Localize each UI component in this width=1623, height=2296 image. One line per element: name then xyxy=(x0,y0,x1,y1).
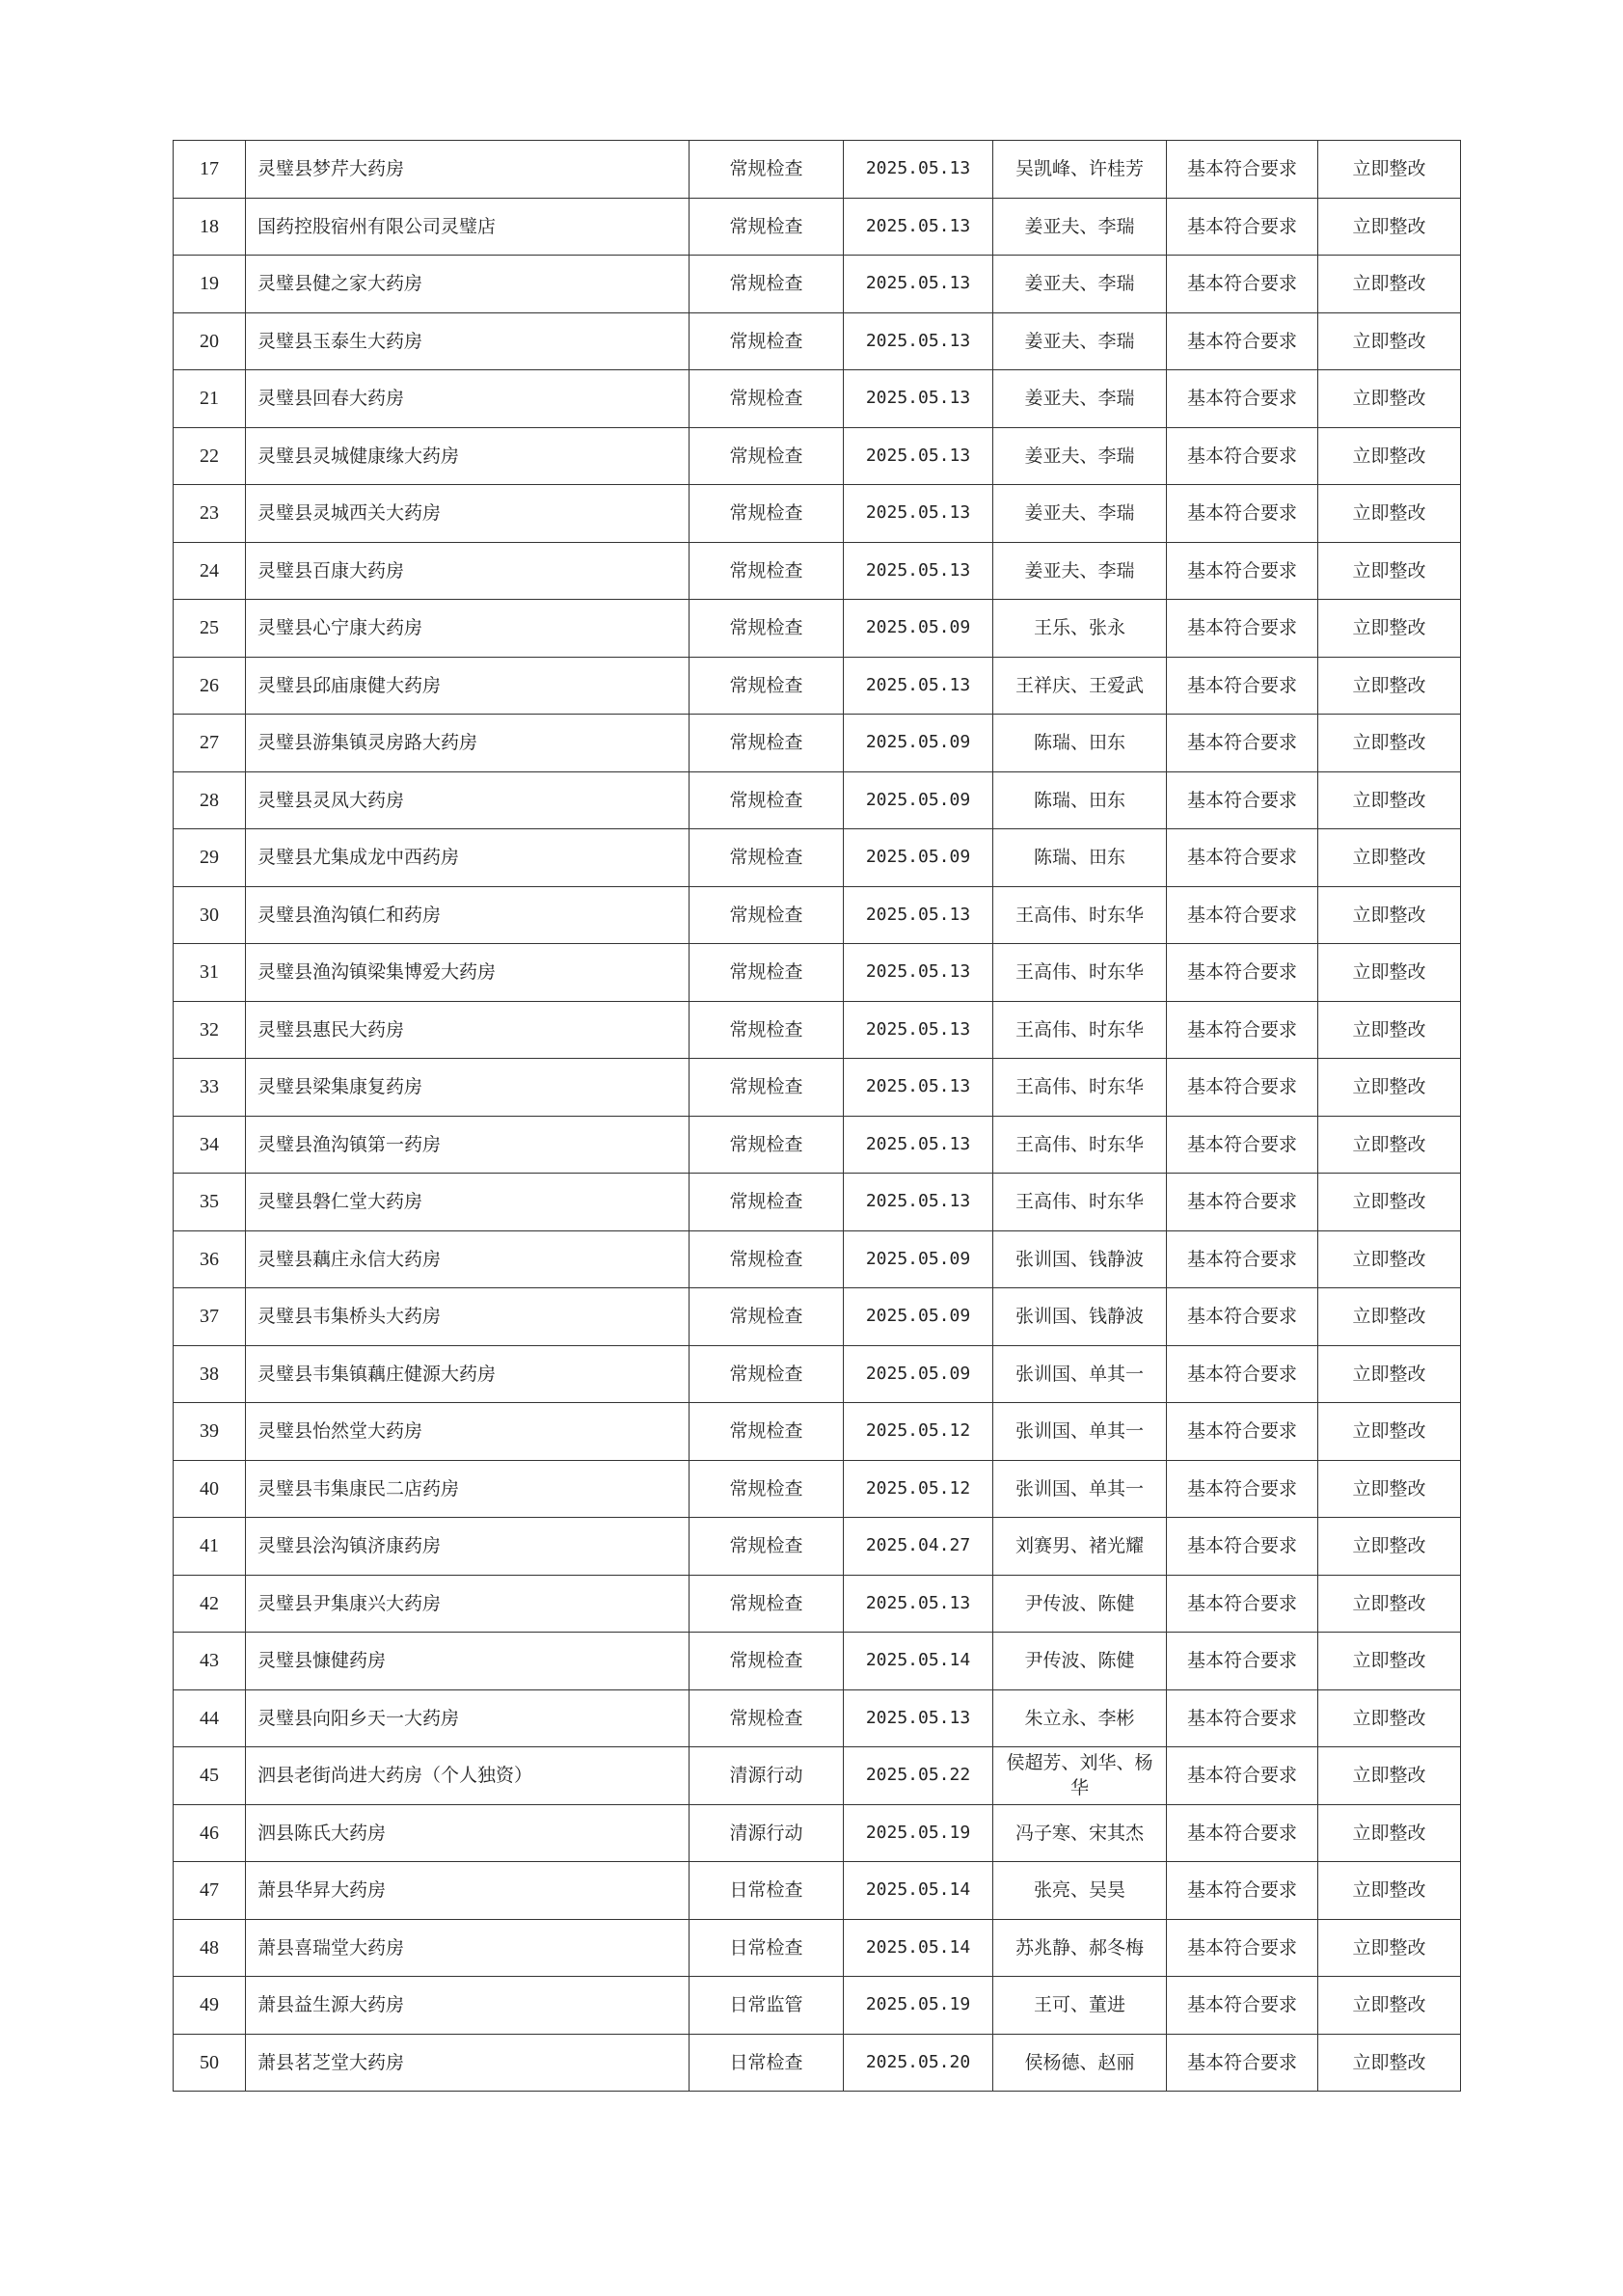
row-number-cell: 37 xyxy=(174,1288,246,1346)
row-number-cell: 43 xyxy=(174,1633,246,1690)
inspectors-cell: 姜亚夫、李瑞 xyxy=(993,312,1167,370)
inspectors-cell: 张训国、单其一 xyxy=(993,1460,1167,1518)
rectification-requirement-cell: 立即整改 xyxy=(1318,427,1461,485)
rectification-requirement-cell: 立即整改 xyxy=(1318,312,1461,370)
rectification-requirement-cell: 立即整改 xyxy=(1318,657,1461,715)
inspectors-cell: 张训国、单其一 xyxy=(993,1403,1167,1461)
row-number-cell: 22 xyxy=(174,427,246,485)
inspection-date-cell: 2025.05.09 xyxy=(844,1230,993,1288)
rectification-requirement-cell: 立即整改 xyxy=(1318,256,1461,313)
rectification-requirement-cell: 立即整改 xyxy=(1318,1862,1461,1920)
table-row xyxy=(174,886,1461,944)
rectification-requirement-cell: 立即整改 xyxy=(1318,485,1461,543)
inspection-type-cell: 常规检查 xyxy=(690,886,844,944)
inspection-type-cell: 常规检查 xyxy=(690,1575,844,1633)
pharmacy-name-cell: 灵璧县健之家大药房 xyxy=(246,256,690,313)
inspection-type-cell: 清源行动 xyxy=(690,1804,844,1862)
table-row xyxy=(174,1633,1461,1690)
pharmacy-name-cell: 灵璧县藕庄永信大药房 xyxy=(246,1230,690,1288)
rectification-requirement-cell: 立即整改 xyxy=(1318,1403,1461,1461)
inspection-date-cell: 2025.05.13 xyxy=(844,312,993,370)
inspection-type-cell: 常规检查 xyxy=(690,1689,844,1747)
inspectors-cell: 陈瑞、田东 xyxy=(993,829,1167,887)
table-row xyxy=(174,715,1461,772)
table-row xyxy=(174,427,1461,485)
table-row xyxy=(174,1345,1461,1403)
pharmacy-name-cell: 国药控股宿州有限公司灵璧店 xyxy=(246,198,690,256)
pharmacy-name-cell: 灵璧县游集镇灵房路大药房 xyxy=(246,715,690,772)
table-row xyxy=(174,256,1461,313)
inspection-date-cell: 2025.05.13 xyxy=(844,944,993,1002)
row-number-cell: 40 xyxy=(174,1460,246,1518)
inspection-result-cell: 基本符合要求 xyxy=(1167,1919,1318,1977)
inspection-type-cell: 常规检查 xyxy=(690,771,844,829)
rectification-requirement-cell: 立即整改 xyxy=(1318,1174,1461,1231)
rectification-requirement-cell: 立即整改 xyxy=(1318,1575,1461,1633)
table-row xyxy=(174,1403,1461,1461)
pharmacy-name-cell: 泗县老街尚进大药房（个人独资） xyxy=(246,1747,690,1805)
rectification-requirement-cell: 立即整改 xyxy=(1318,829,1461,887)
inspectors-cell: 王高伟、时东华 xyxy=(993,1116,1167,1174)
table-row xyxy=(174,1460,1461,1518)
inspection-date-cell: 2025.05.13 xyxy=(844,370,993,428)
table-row xyxy=(174,944,1461,1002)
table-row xyxy=(174,1862,1461,1920)
inspection-date-cell: 2025.05.20 xyxy=(844,2034,993,2092)
inspection-result-cell: 基本符合要求 xyxy=(1167,1862,1318,1920)
inspection-type-cell: 常规检查 xyxy=(690,715,844,772)
table-row xyxy=(174,542,1461,600)
rectification-requirement-cell: 立即整改 xyxy=(1318,944,1461,1002)
pharmacy-name-cell: 灵璧县灵城西关大药房 xyxy=(246,485,690,543)
row-number-cell: 36 xyxy=(174,1230,246,1288)
row-number-cell: 19 xyxy=(174,256,246,313)
inspection-result-cell: 基本符合要求 xyxy=(1167,2034,1318,2092)
inspection-type-cell: 常规检查 xyxy=(690,370,844,428)
pharmacy-name-cell: 灵璧县邱庙康健大药房 xyxy=(246,657,690,715)
table-row xyxy=(174,1575,1461,1633)
pharmacy-name-cell: 灵璧县韦集桥头大药房 xyxy=(246,1288,690,1346)
pharmacy-name-cell: 灵璧县玉泰生大药房 xyxy=(246,312,690,370)
table-row xyxy=(174,1518,1461,1576)
row-number-cell: 42 xyxy=(174,1575,246,1633)
row-number-cell: 50 xyxy=(174,2034,246,2092)
inspection-date-cell: 2025.05.14 xyxy=(844,1862,993,1920)
inspectors-cell: 姜亚夫、李瑞 xyxy=(993,542,1167,600)
rectification-requirement-cell: 立即整改 xyxy=(1318,1345,1461,1403)
inspection-type-cell: 常规检查 xyxy=(690,312,844,370)
inspection-type-cell: 常规检查 xyxy=(690,1230,844,1288)
inspection-result-cell: 基本符合要求 xyxy=(1167,1403,1318,1461)
inspection-date-cell: 2025.05.19 xyxy=(844,1977,993,2035)
table-row xyxy=(174,600,1461,658)
inspectors-cell: 张训国、单其一 xyxy=(993,1345,1167,1403)
rectification-requirement-cell: 立即整改 xyxy=(1318,141,1461,199)
table-row xyxy=(174,1689,1461,1747)
inspection-type-cell: 常规检查 xyxy=(690,485,844,543)
inspectors-cell: 王高伟、时东华 xyxy=(993,1001,1167,1059)
pharmacy-name-cell: 灵璧县梁集康复药房 xyxy=(246,1059,690,1117)
inspection-result-cell: 基本符合要求 xyxy=(1167,312,1318,370)
table-row xyxy=(174,657,1461,715)
inspection-result-cell: 基本符合要求 xyxy=(1167,715,1318,772)
rectification-requirement-cell: 立即整改 xyxy=(1318,886,1461,944)
table-row xyxy=(174,1230,1461,1288)
rectification-requirement-cell: 立即整改 xyxy=(1318,1977,1461,2035)
inspectors-cell: 姜亚夫、李瑞 xyxy=(993,485,1167,543)
inspectors-cell: 吴凯峰、许桂芳 xyxy=(993,141,1167,199)
inspectors-cell: 姜亚夫、李瑞 xyxy=(993,256,1167,313)
inspection-result-cell: 基本符合要求 xyxy=(1167,485,1318,543)
inspection-type-cell: 常规检查 xyxy=(690,1288,844,1346)
row-number-cell: 39 xyxy=(174,1403,246,1461)
inspectors-cell: 王高伟、时东华 xyxy=(993,1174,1167,1231)
inspectors-cell: 王高伟、时东华 xyxy=(993,944,1167,1002)
pharmacy-name-cell: 灵璧县浍沟镇济康药房 xyxy=(246,1518,690,1576)
rectification-requirement-cell: 立即整改 xyxy=(1318,1116,1461,1174)
pharmacy-name-cell: 灵璧县渔沟镇仁和药房 xyxy=(246,886,690,944)
pharmacy-name-cell: 萧县茗芝堂大药房 xyxy=(246,2034,690,2092)
row-number-cell: 48 xyxy=(174,1919,246,1977)
inspection-result-cell: 基本符合要求 xyxy=(1167,542,1318,600)
rectification-requirement-cell: 立即整改 xyxy=(1318,715,1461,772)
inspection-result-cell: 基本符合要求 xyxy=(1167,1288,1318,1346)
inspection-type-cell: 常规检查 xyxy=(690,829,844,887)
inspection-date-cell: 2025.04.27 xyxy=(844,1518,993,1576)
pharmacy-name-cell: 灵璧县尤集成龙中西药房 xyxy=(246,829,690,887)
inspection-date-cell: 2025.05.22 xyxy=(844,1747,993,1805)
pharmacy-name-cell: 萧县益生源大药房 xyxy=(246,1977,690,2035)
inspection-date-cell: 2025.05.13 xyxy=(844,1689,993,1747)
inspection-result-cell: 基本符合要求 xyxy=(1167,1977,1318,2035)
inspection-type-cell: 常规检查 xyxy=(690,1059,844,1117)
inspection-type-cell: 常规检查 xyxy=(690,1174,844,1231)
rectification-requirement-cell: 立即整改 xyxy=(1318,1804,1461,1862)
inspectors-cell: 侯超芳、刘华、杨华 xyxy=(993,1747,1167,1805)
row-number-cell: 47 xyxy=(174,1862,246,1920)
inspectors-cell: 王乐、张永 xyxy=(993,600,1167,658)
pharmacy-name-cell: 灵璧县怡然堂大药房 xyxy=(246,1403,690,1461)
inspection-result-cell: 基本符合要求 xyxy=(1167,1174,1318,1231)
inspection-date-cell: 2025.05.09 xyxy=(844,600,993,658)
row-number-cell: 41 xyxy=(174,1518,246,1576)
rectification-requirement-cell: 立即整改 xyxy=(1318,2034,1461,2092)
inspection-result-cell: 基本符合要求 xyxy=(1167,771,1318,829)
row-number-cell: 35 xyxy=(174,1174,246,1231)
row-number-cell: 38 xyxy=(174,1345,246,1403)
inspection-type-cell: 常规检查 xyxy=(690,1518,844,1576)
inspection-type-cell: 清源行动 xyxy=(690,1747,844,1805)
inspection-result-cell: 基本符合要求 xyxy=(1167,1633,1318,1690)
row-number-cell: 49 xyxy=(174,1977,246,2035)
table-row xyxy=(174,1747,1461,1805)
inspection-type-cell: 日常检查 xyxy=(690,1862,844,1920)
table-row xyxy=(174,1919,1461,1977)
pharmacy-name-cell: 灵璧县向阳乡天一大药房 xyxy=(246,1689,690,1747)
row-number-cell: 17 xyxy=(174,141,246,199)
inspection-result-cell: 基本符合要求 xyxy=(1167,1575,1318,1633)
inspection-date-cell: 2025.05.13 xyxy=(844,256,993,313)
inspection-date-cell: 2025.05.09 xyxy=(844,715,993,772)
inspection-type-cell: 常规检查 xyxy=(690,1116,844,1174)
inspection-date-cell: 2025.05.13 xyxy=(844,1116,993,1174)
inspection-type-cell: 常规检查 xyxy=(690,944,844,1002)
inspection-date-cell: 2025.05.09 xyxy=(844,1345,993,1403)
inspectors-cell: 苏兆静、郝冬梅 xyxy=(993,1919,1167,1977)
pharmacy-name-cell: 灵璧县慷健药房 xyxy=(246,1633,690,1690)
row-number-cell: 23 xyxy=(174,485,246,543)
rectification-requirement-cell: 立即整改 xyxy=(1318,1460,1461,1518)
inspectors-cell: 王可、董进 xyxy=(993,1977,1167,2035)
inspection-result-cell: 基本符合要求 xyxy=(1167,256,1318,313)
row-number-cell: 34 xyxy=(174,1116,246,1174)
pharmacy-name-cell: 灵璧县灵凤大药房 xyxy=(246,771,690,829)
rectification-requirement-cell: 立即整改 xyxy=(1318,198,1461,256)
pharmacy-name-cell: 灵璧县惠民大药房 xyxy=(246,1001,690,1059)
pharmacy-name-cell: 灵璧县回春大药房 xyxy=(246,370,690,428)
inspection-result-cell: 基本符合要求 xyxy=(1167,1116,1318,1174)
inspection-date-cell: 2025.05.13 xyxy=(844,1059,993,1117)
inspection-type-cell: 常规检查 xyxy=(690,256,844,313)
rectification-requirement-cell: 立即整改 xyxy=(1318,1518,1461,1576)
inspection-type-cell: 日常监管 xyxy=(690,1977,844,2035)
inspection-date-cell: 2025.05.19 xyxy=(844,1804,993,1862)
inspection-result-cell: 基本符合要求 xyxy=(1167,1689,1318,1747)
inspectors-cell: 张训国、钱静波 xyxy=(993,1230,1167,1288)
row-number-cell: 45 xyxy=(174,1747,246,1805)
row-number-cell: 30 xyxy=(174,886,246,944)
table-row xyxy=(174,1116,1461,1174)
inspectors-cell: 姜亚夫、李瑞 xyxy=(993,198,1167,256)
inspection-result-cell: 基本符合要求 xyxy=(1167,1230,1318,1288)
inspection-result-cell: 基本符合要求 xyxy=(1167,1804,1318,1862)
table-row xyxy=(174,1174,1461,1231)
inspection-type-cell: 日常检查 xyxy=(690,1919,844,1977)
inspection-result-cell: 基本符合要求 xyxy=(1167,1001,1318,1059)
inspection-type-cell: 常规检查 xyxy=(690,1001,844,1059)
inspection-type-cell: 常规检查 xyxy=(690,1403,844,1461)
inspection-type-cell: 常规检查 xyxy=(690,600,844,658)
inspection-date-cell: 2025.05.09 xyxy=(844,771,993,829)
table-row xyxy=(174,829,1461,887)
inspection-date-cell: 2025.05.13 xyxy=(844,485,993,543)
inspection-date-cell: 2025.05.14 xyxy=(844,1633,993,1690)
inspection-result-cell: 基本符合要求 xyxy=(1167,886,1318,944)
inspectors-cell: 刘赛男、褚光耀 xyxy=(993,1518,1167,1576)
inspection-result-cell: 基本符合要求 xyxy=(1167,427,1318,485)
inspection-result-cell: 基本符合要求 xyxy=(1167,1059,1318,1117)
inspectors-cell: 王高伟、时东华 xyxy=(993,886,1167,944)
rectification-requirement-cell: 立即整改 xyxy=(1318,1001,1461,1059)
row-number-cell: 20 xyxy=(174,312,246,370)
rectification-requirement-cell: 立即整改 xyxy=(1318,542,1461,600)
row-number-cell: 21 xyxy=(174,370,246,428)
inspection-date-cell: 2025.05.13 xyxy=(844,542,993,600)
row-number-cell: 46 xyxy=(174,1804,246,1862)
inspection-date-cell: 2025.05.09 xyxy=(844,829,993,887)
rectification-requirement-cell: 立即整改 xyxy=(1318,1288,1461,1346)
inspection-type-cell: 常规检查 xyxy=(690,427,844,485)
inspection-type-cell: 常规检查 xyxy=(690,1460,844,1518)
inspection-date-cell: 2025.05.13 xyxy=(844,198,993,256)
inspection-date-cell: 2025.05.13 xyxy=(844,141,993,199)
rectification-requirement-cell: 立即整改 xyxy=(1318,1633,1461,1690)
pharmacy-name-cell: 灵璧县韦集镇藕庄健源大药房 xyxy=(246,1345,690,1403)
inspectors-cell: 姜亚夫、李瑞 xyxy=(993,370,1167,428)
inspection-date-cell: 2025.05.13 xyxy=(844,1001,993,1059)
pharmacy-name-cell: 萧县华昇大药房 xyxy=(246,1862,690,1920)
inspection-result-cell: 基本符合要求 xyxy=(1167,370,1318,428)
inspection-result-cell: 基本符合要求 xyxy=(1167,198,1318,256)
inspection-date-cell: 2025.05.12 xyxy=(844,1460,993,1518)
table-row xyxy=(174,370,1461,428)
table-row xyxy=(174,312,1461,370)
inspection-type-cell: 常规检查 xyxy=(690,141,844,199)
row-number-cell: 24 xyxy=(174,542,246,600)
inspectors-cell: 姜亚夫、李瑞 xyxy=(993,427,1167,485)
rectification-requirement-cell: 立即整改 xyxy=(1318,771,1461,829)
inspectors-cell: 朱立永、李彬 xyxy=(993,1689,1167,1747)
rectification-requirement-cell: 立即整改 xyxy=(1318,1747,1461,1805)
rectification-requirement-cell: 立即整改 xyxy=(1318,1059,1461,1117)
rectification-requirement-cell: 立即整改 xyxy=(1318,1919,1461,1977)
table-row xyxy=(174,485,1461,543)
inspection-type-cell: 常规检查 xyxy=(690,542,844,600)
pharmacy-name-cell: 灵璧县尹集康兴大药房 xyxy=(246,1575,690,1633)
row-number-cell: 25 xyxy=(174,600,246,658)
table-row xyxy=(174,771,1461,829)
inspectors-cell: 尹传波、陈健 xyxy=(993,1633,1167,1690)
table-row xyxy=(174,1804,1461,1862)
inspection-date-cell: 2025.05.09 xyxy=(844,1288,993,1346)
inspection-date-cell: 2025.05.13 xyxy=(844,657,993,715)
table-row xyxy=(174,198,1461,256)
rectification-requirement-cell: 立即整改 xyxy=(1318,600,1461,658)
table-row xyxy=(174,2034,1461,2092)
inspectors-cell: 侯杨德、赵丽 xyxy=(993,2034,1167,2092)
pharmacy-name-cell: 萧县喜瑞堂大药房 xyxy=(246,1919,690,1977)
row-number-cell: 28 xyxy=(174,771,246,829)
pharmacy-name-cell: 灵璧县百康大药房 xyxy=(246,542,690,600)
inspectors-cell: 王高伟、时东华 xyxy=(993,1059,1167,1117)
table-body xyxy=(174,141,1461,2092)
pharmacy-name-cell: 灵璧县韦集康民二店药房 xyxy=(246,1460,690,1518)
inspection-result-cell: 基本符合要求 xyxy=(1167,829,1318,887)
row-number-cell: 27 xyxy=(174,715,246,772)
table-row xyxy=(174,1288,1461,1346)
inspection-result-cell: 基本符合要求 xyxy=(1167,944,1318,1002)
inspectors-cell: 张训国、钱静波 xyxy=(993,1288,1167,1346)
inspection-type-cell: 日常检查 xyxy=(690,2034,844,2092)
inspectors-cell: 尹传波、陈健 xyxy=(993,1575,1167,1633)
inspection-date-cell: 2025.05.13 xyxy=(844,1174,993,1231)
rectification-requirement-cell: 立即整改 xyxy=(1318,370,1461,428)
inspection-result-cell: 基本符合要求 xyxy=(1167,1747,1318,1805)
inspection-type-cell: 常规检查 xyxy=(690,1633,844,1690)
inspection-date-cell: 2025.05.14 xyxy=(844,1919,993,1977)
inspection-date-cell: 2025.05.13 xyxy=(844,886,993,944)
table-row xyxy=(174,1001,1461,1059)
rectification-requirement-cell: 立即整改 xyxy=(1318,1230,1461,1288)
row-number-cell: 26 xyxy=(174,657,246,715)
inspectors-cell: 冯子寒、宋其杰 xyxy=(993,1804,1167,1862)
inspection-table xyxy=(173,140,1461,2092)
table-row xyxy=(174,141,1461,199)
inspectors-cell: 张亮、吴昊 xyxy=(993,1862,1167,1920)
inspection-date-cell: 2025.05.13 xyxy=(844,427,993,485)
inspectors-cell: 王祥庆、王爱武 xyxy=(993,657,1167,715)
rectification-requirement-cell: 立即整改 xyxy=(1318,1689,1461,1747)
row-number-cell: 32 xyxy=(174,1001,246,1059)
row-number-cell: 29 xyxy=(174,829,246,887)
inspection-date-cell: 2025.05.12 xyxy=(844,1403,993,1461)
inspectors-cell: 陈瑞、田东 xyxy=(993,771,1167,829)
row-number-cell: 33 xyxy=(174,1059,246,1117)
inspectors-cell: 陈瑞、田东 xyxy=(993,715,1167,772)
pharmacy-name-cell: 灵璧县灵城健康缘大药房 xyxy=(246,427,690,485)
pharmacy-name-cell: 泗县陈氏大药房 xyxy=(246,1804,690,1862)
inspection-result-cell: 基本符合要求 xyxy=(1167,600,1318,658)
inspection-type-cell: 常规检查 xyxy=(690,198,844,256)
row-number-cell: 44 xyxy=(174,1689,246,1747)
inspection-date-cell: 2025.05.13 xyxy=(844,1575,993,1633)
pharmacy-name-cell: 灵璧县磐仁堂大药房 xyxy=(246,1174,690,1231)
inspection-type-cell: 常规检查 xyxy=(690,657,844,715)
pharmacy-name-cell: 灵璧县梦芹大药房 xyxy=(246,141,690,199)
pharmacy-name-cell: 灵璧县渔沟镇梁集博爱大药房 xyxy=(246,944,690,1002)
pharmacy-name-cell: 灵璧县渔沟镇第一药房 xyxy=(246,1116,690,1174)
inspection-result-cell: 基本符合要求 xyxy=(1167,657,1318,715)
inspection-type-cell: 常规检查 xyxy=(690,1345,844,1403)
table-row xyxy=(174,1059,1461,1117)
row-number-cell: 18 xyxy=(174,198,246,256)
table-row xyxy=(174,1977,1461,2035)
inspection-result-cell: 基本符合要求 xyxy=(1167,1518,1318,1576)
inspection-result-cell: 基本符合要求 xyxy=(1167,141,1318,199)
inspection-result-cell: 基本符合要求 xyxy=(1167,1460,1318,1518)
pharmacy-name-cell: 灵璧县心宁康大药房 xyxy=(246,600,690,658)
row-number-cell: 31 xyxy=(174,944,246,1002)
inspection-result-cell: 基本符合要求 xyxy=(1167,1345,1318,1403)
